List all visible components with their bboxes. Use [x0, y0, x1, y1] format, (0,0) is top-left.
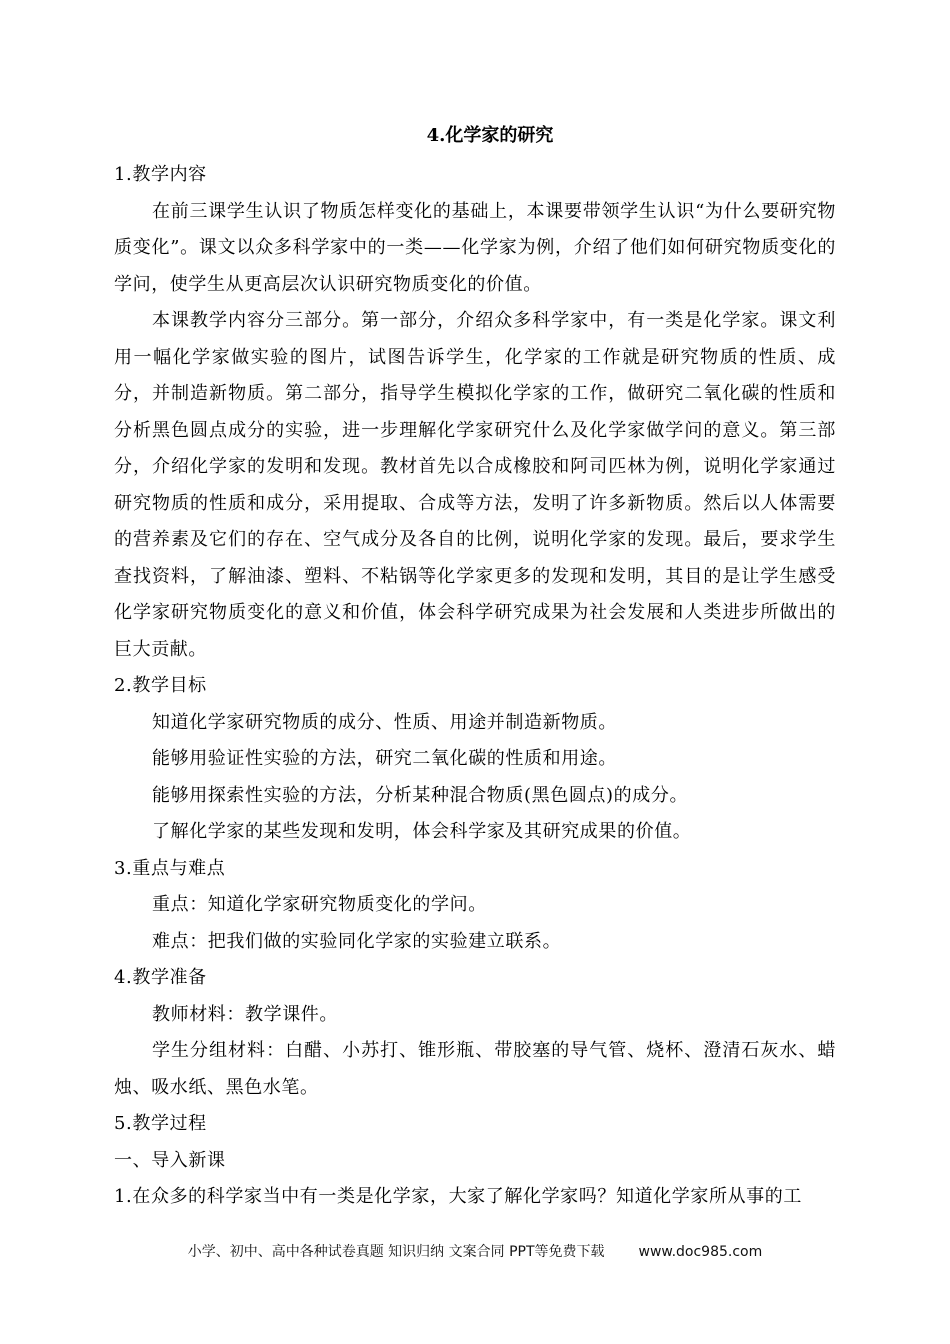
paragraph: 能够用探索性实验的方法，分析某种混合物质(黑色圆点)的成分。 [152, 784, 689, 806]
paragraph: 知道化学家研究物质的成分、性质、用途并制造新物质。 [152, 711, 617, 733]
paragraph: 重点：知道化学家研究物质变化的学问。 [152, 894, 487, 915]
section-heading: 5.教学过程 [114, 1113, 207, 1134]
paragraph: 在前三课学生认识了物质怎样变化的基础上，本课要带领学生认识“为什么要研究物质变化”。课文以众多科学家中的一类——化学家为例，介绍了他们如何研究物质变化的学问，使学生从更高层次认识研究物质变化的价值。 [114, 200, 836, 295]
paragraph: 能够用验证性实验的方法，研究二氧化碳的性质和用途。 [152, 748, 617, 769]
page-title: 4.化学家的研究 [426, 125, 554, 146]
document-body [114, 157, 836, 1216]
section-heading: 3.重点与难点 [114, 857, 226, 879]
paragraph: 难点：把我们做的实验同化学家的实验建立联系。 [152, 930, 562, 952]
paragraph: 教师材料：教学课件。 [152, 1003, 338, 1025]
section-heading: 一、导入新课 [114, 1149, 226, 1171]
footer-text: 小学、初中、高中各种试卷真题 知识归纳 文案合同 PPT等免费下载 [187, 1244, 605, 1260]
section-heading: 1.教学内容 [114, 164, 207, 185]
paragraph: 本课教学内容分三部分。第一部分，介绍众多科学家中，有一类是化学家。课文利用一幅化学家做实验的图片，试图告诉学生，化学家的工作就是研究物质的性质、成分，并制造新物质。第二部分，指导学生模拟化学家的工作，做研究二氧化碳的性质和分析黑色圆点成分的实验，进一步理解化学家研究什么及化学家做学问的意义。第三部分，介绍化学家的发明和发现。教材首先以合成橡胶和阿司匹林为例，说明化学家通过研究物质的性质和成分，采用提取、合成等方法，发明了许多新物质。然后以人体需要的营养素及它们的存在、空气成分及各自的比例，说明化学家的发现。最后，要求学生查找资料，了解油漆、塑料、不粘锅等化学家更多的发现和发明，其目的是让学生感受化学家研究物质变化的意义和价值，体会科学研究成果为社会发展和人类进步所做出的巨大贡献。 [114, 310, 836, 660]
page-footer [0, 1242, 950, 1262]
section-heading: 4.教学准备 [114, 967, 207, 988]
paragraph: 学生分组材料：白醋、小苏打、锥形瓶、带胶塞的导气管、烧杯、澄清石灰水、蜡烛、吸水纸、黑色水笔。 [114, 1040, 836, 1098]
section-heading: 2.教学目标 [114, 675, 207, 696]
footer-url[interactable]: www.doc985.com [638, 1244, 763, 1260]
paragraph: 1.在众多的科学家当中有一类是化学家，大家了解化学家吗？知道化学家所从事的工 [114, 1186, 802, 1207]
paragraph: 了解化学家的某些发现和发明，体会科学家及其研究成果的价值。 [152, 821, 692, 842]
